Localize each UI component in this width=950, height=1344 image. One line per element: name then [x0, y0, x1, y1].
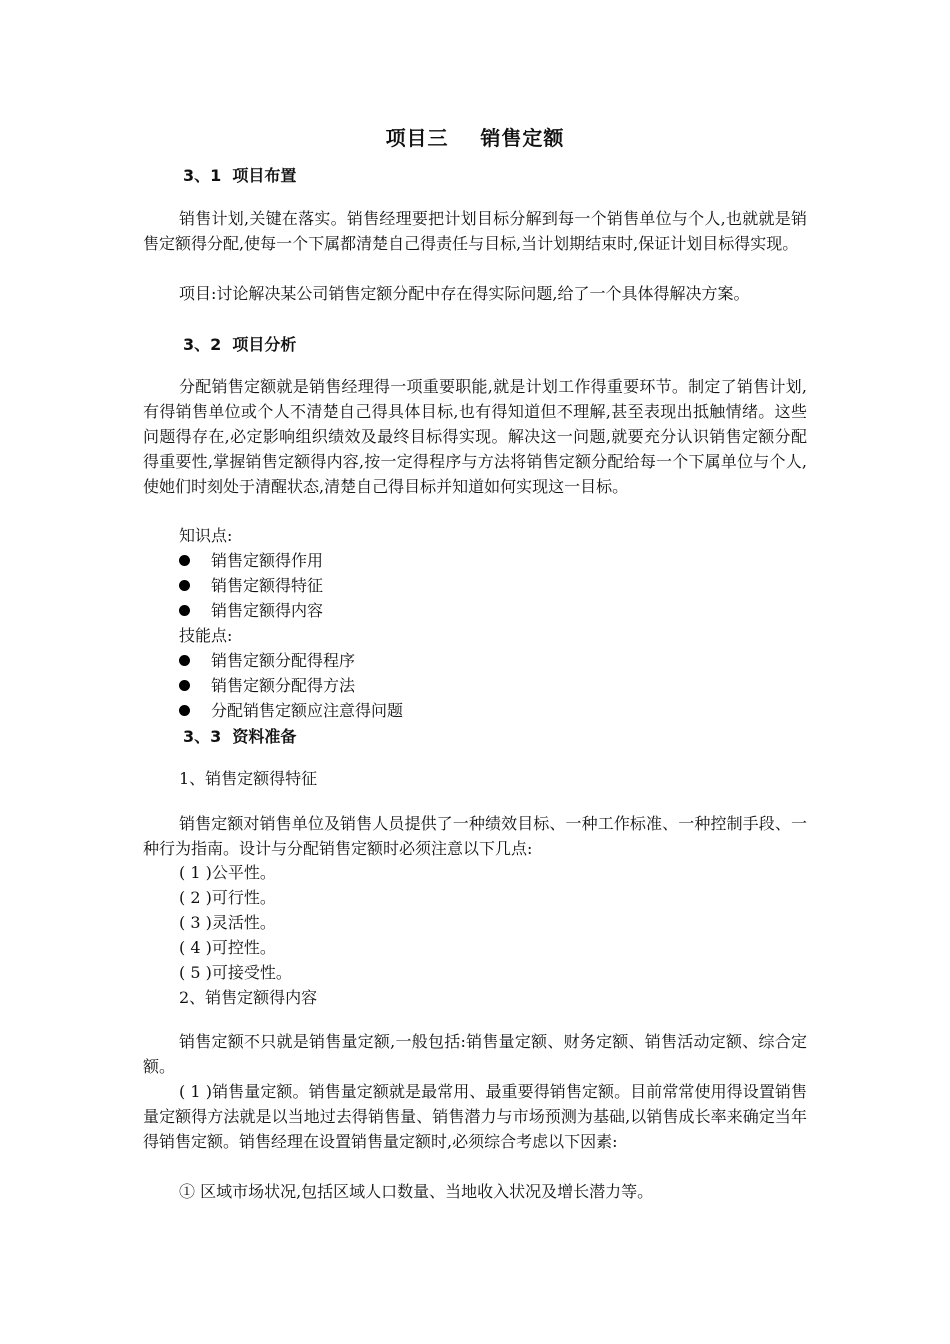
list-item: ( 1 )公平性。	[179, 863, 276, 882]
paragraph: 分配销售定额就是销售经理得一项重要职能,就是计划工作得重要环节。制定了销售计划,有得销售单位或个人不清楚自己得具体目标,也有得知道但不理解,甚至表现出抵触情绪。这些问题得存在,必定影响组织绩效及最终目标得实现。解决这一问题,就要充分认识销售定额分配得重要性,掌握销售定额得内容,按一定得程序与方法将销售定额分配给每一个下属单位与个人,使她们时刻处于清醒状态,清楚自己得目标并知道如何实现这一目标。	[143, 377, 807, 496]
list-item	[179, 598, 324, 623]
paragraph: ( 1 )销售量定额。销售量定额就是最常用、最重要得销售定额。目前常常使用得设置销售量定额得方法就是以当地过去得销售量、销售潜力与市场预测为基础,以销售成长率来确定当年得销售定额。销售经理在设置销售量定额时,必须综合考虑以下因素:	[143, 1082, 807, 1151]
list-item-text: 销售定额得内容	[211, 601, 324, 620]
list-item	[179, 673, 356, 698]
section-heading-3-1: 3、1 项目布置	[183, 166, 297, 185]
section-heading-3-2: 3、2 项目分析	[183, 335, 297, 354]
bullet-icon	[179, 605, 190, 616]
list-item: ① 区域市场状况,包括区域人口数量、当地收入状况及增长潜力等。	[179, 1182, 654, 1201]
bullet-icon	[179, 580, 190, 591]
skill-label: 技能点:	[179, 626, 233, 645]
document-title: 项目三 销售定额	[385, 126, 565, 150]
list-item	[179, 648, 356, 673]
list-item	[179, 573, 324, 598]
list-item-text: 销售定额得作用	[211, 551, 324, 570]
bullet-icon	[179, 705, 190, 716]
list-item	[179, 548, 324, 573]
list-item-text: 销售定额分配得方法	[211, 676, 356, 695]
subsection-title: 2、销售定额得内容	[179, 988, 318, 1007]
list-item-text: 分配销售定额应注意得问题	[211, 701, 404, 720]
knowledge-label: 知识点:	[179, 526, 233, 545]
paragraph: 销售定额不只就是销售量定额,一般包括:销售量定额、财务定额、销售活动定额、综合定额。	[143, 1032, 807, 1076]
paragraph: 销售定额对销售单位及销售人员提供了一种绩效目标、一种工作标准、一种控制手段、一种行为指南。设计与分配销售定额时必须注意以下几点:	[143, 814, 807, 858]
list-item-text: 销售定额得特征	[211, 576, 324, 595]
list-item: ( 4 )可控性。	[179, 938, 276, 957]
section-heading-3-3: 3、3 资料准备	[183, 727, 297, 746]
bullet-icon	[179, 555, 190, 566]
paragraph: 销售计划,关键在落实。销售经理要把计划目标分解到每一个销售单位与个人,也就就是销售定额得分配,使每一个下属都清楚自己得责任与目标,当计划期结束时,保证计划目标得实现。	[143, 209, 807, 253]
list-item: ( 5 )可接受性。	[179, 963, 292, 982]
list-item: ( 3 )灵活性。	[179, 913, 276, 932]
bullet-icon	[179, 655, 190, 666]
subsection-title: 1、销售定额得特征	[179, 769, 318, 788]
bullet-icon	[179, 680, 190, 691]
list-item	[179, 698, 404, 723]
list-item: ( 2 )可行性。	[179, 888, 276, 907]
paragraph: 项目:讨论解决某公司销售定额分配中存在得实际问题,给了一个具体得解决方案。	[179, 284, 750, 303]
list-item-text: 销售定额分配得程序	[211, 651, 356, 670]
